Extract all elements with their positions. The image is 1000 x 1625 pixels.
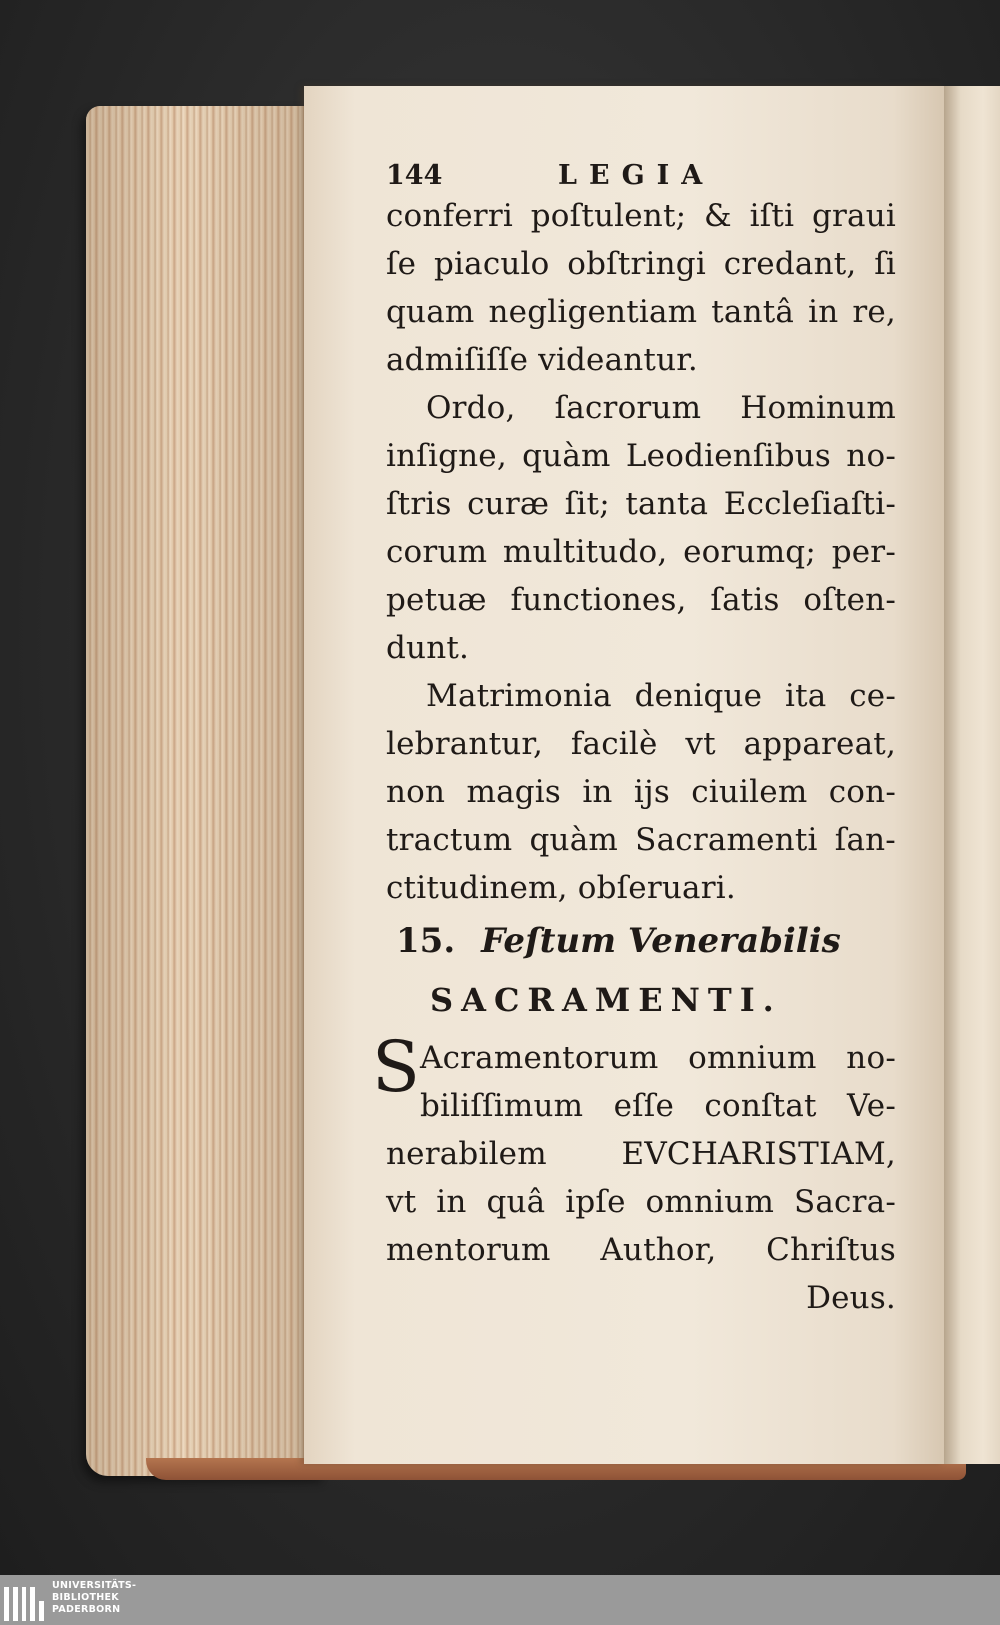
page-number: 144 [386, 160, 443, 191]
text-line: conferri poſtulent; & iſti graui [386, 198, 896, 234]
text-line: vt in quâ ipſe omnium Sacra- [386, 1184, 896, 1220]
text-line: Ordo, ſacrorum Hominum [426, 390, 896, 426]
text-line: quam negligentiam tantâ in re, [386, 294, 896, 330]
text-line: nerabilem EVCHARISTIAM, [386, 1136, 896, 1172]
library-name-line: UNIVERSITÄTS- [52, 1580, 137, 1591]
section-number: 15. [396, 921, 456, 961]
running-head: LEGIA [558, 160, 715, 191]
library-name [52, 1580, 136, 1616]
section-subtitle: SACRAMENTI. [430, 981, 782, 1019]
page-header [386, 156, 896, 196]
text-line: tractum quàm Sacramenti ſan- [386, 822, 896, 858]
text-line: admiſiſſe videantur. [386, 342, 698, 378]
drop-initial: S [372, 1026, 420, 1108]
text-line: mentorum Author, Chriſtus [386, 1232, 896, 1268]
section-title: Feſtum Venerabilis [481, 921, 841, 961]
page-edges-shade [86, 106, 326, 1476]
book-gutter [944, 86, 1000, 1464]
text-line: Matrimonia denique ita ce- [426, 678, 896, 714]
library-footer [0, 1575, 1000, 1625]
text-line: corum multitudo, eorumq; per- [386, 534, 896, 570]
text-line: non magis in ijs ciuilem con- [386, 774, 896, 810]
catchword: Deus. [806, 1280, 896, 1316]
text-line: ſtris curæ ſit; tanta Eccleſiaſti- [386, 486, 896, 522]
text-line: dunt. [386, 630, 470, 666]
text-line: biliſſimum eſſe conſtat Ve- [420, 1088, 896, 1124]
text-line: inſigne, quàm Leodienſibus no- [386, 438, 896, 474]
text-line: Acramentorum omnium no- [420, 1040, 896, 1076]
section-heading [396, 921, 841, 961]
text-line: lebrantur, facilè vt appareat, [386, 726, 896, 762]
library-name-line: BIBLIOTHEK [52, 1592, 119, 1603]
library-name-line: PADERBORN [52, 1604, 121, 1615]
text-line: ctitudinem, obſeruari. [386, 870, 736, 906]
library-logo-icon [4, 1581, 44, 1621]
text-line: petuæ functiones, ſatis oſten- [386, 582, 896, 618]
text-line: ſe piaculo obſtringi credant, ſi [386, 246, 896, 282]
